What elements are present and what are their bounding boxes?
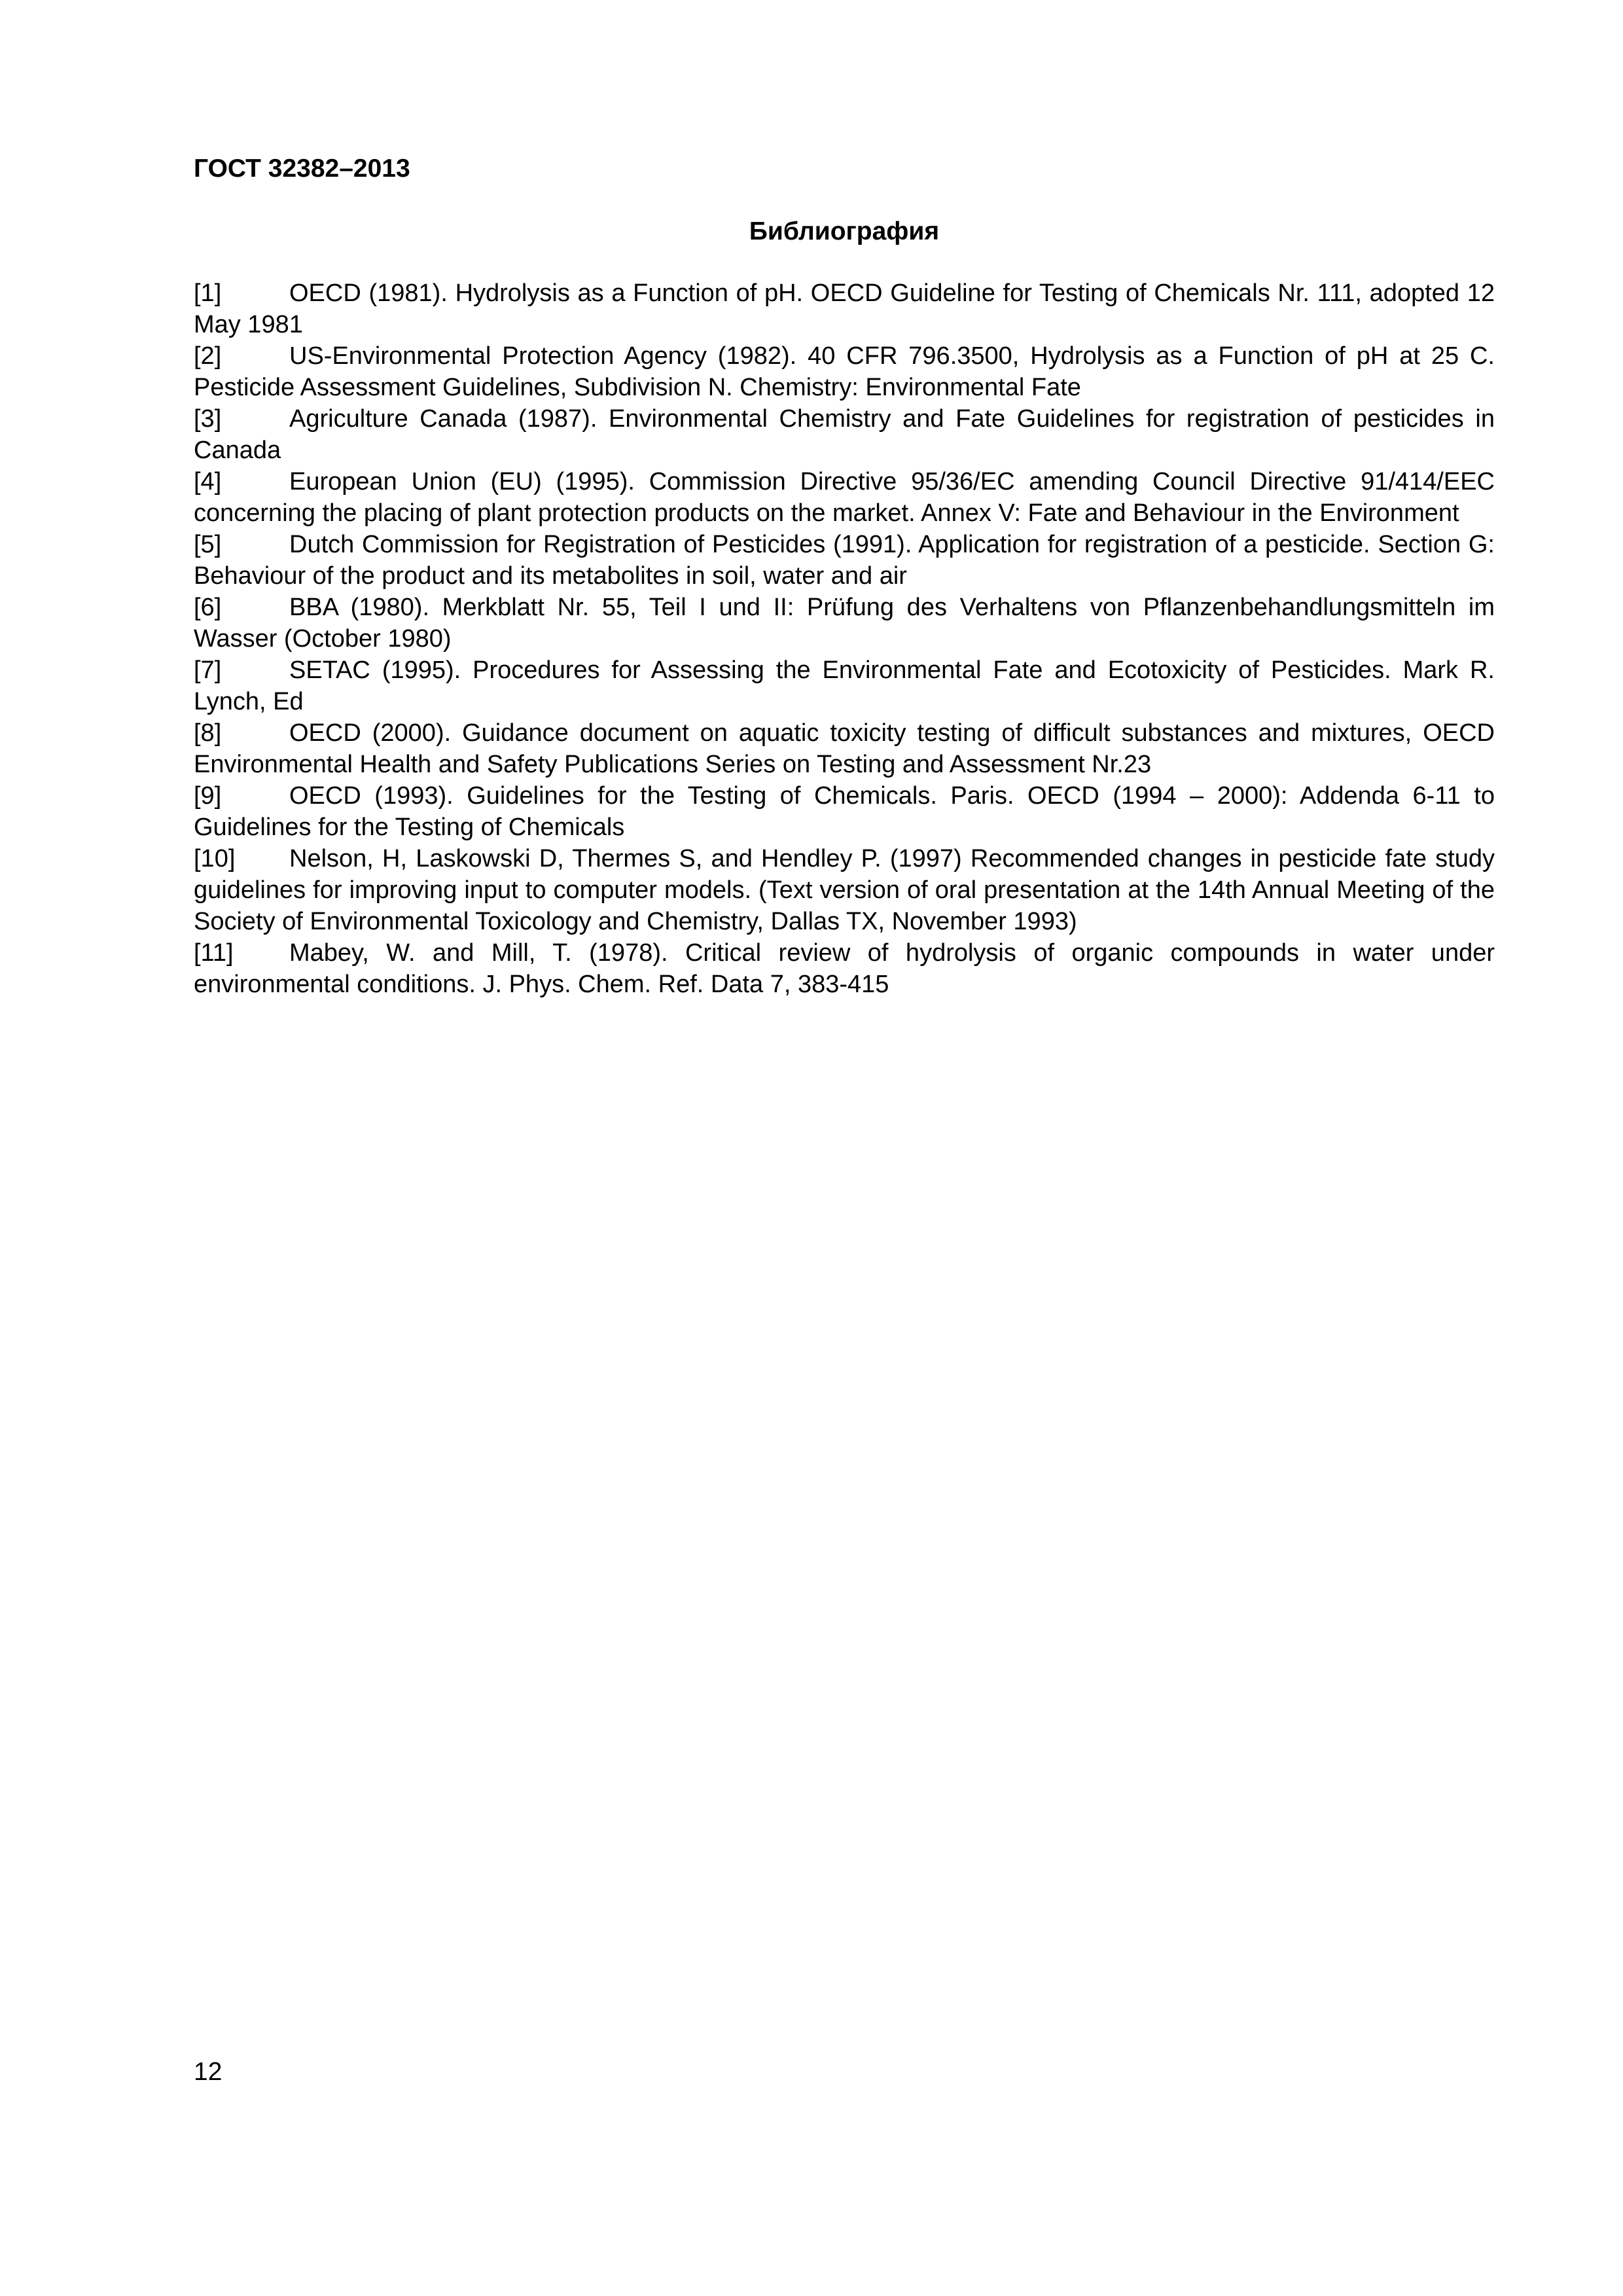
bibliography-item xyxy=(194,655,1495,717)
bibliography-item xyxy=(194,780,1495,843)
bibliography-item-text: US-Environmental Protection Agency (1982). 40 CFR 796.3500, Hydrolysis as a Function of pH at 25 C. Pesticide Assessment Guidelines, Subdivision N. Chemistry: Environmental Fate xyxy=(194,342,1495,401)
bibliography-item-text: BBA (1980). Merkblatt Nr. 55, Teil I und II: Prüfung des Verhaltens von Pflanzenbehandlungsmitteln im Wasser (October 1980) xyxy=(194,594,1495,653)
bibliography-item-number: [3] xyxy=(194,405,222,433)
bibliography-item-text: European Union (EU) (1995). Commission Directive 95/36/EC amending Council Directive 91/414/EEC concerning the placing of plant protection products on the market. Annex V: Fate and Behaviour in the Environment xyxy=(194,468,1495,527)
page-number: 12 xyxy=(194,2058,223,2086)
bibliography-list xyxy=(194,278,1495,1000)
bibliography-item-number: [9] xyxy=(194,782,222,810)
bibliography-item xyxy=(194,466,1495,529)
bibliography-item-text: Nelson, H, Laskowski D, Thermes S, and Hendley P. (1997) Recommended changes in pesticide fate study guidelines for improving input to computer models. (Text version of oral presentation at the 14th Annual Meeting of the Society of Environmental Toxicology and Chemistry, Dallas TX, November 1993) xyxy=(194,845,1495,935)
page-header-standard-id: ГОСТ 32382–2013 xyxy=(194,154,410,183)
bibliography-item-text: Mabey, W. and Mill, T. (1978). Critical review of hydrolysis of organic compounds in water under environmental conditions. J. Phys. Chem. Ref. Data 7, 383-415 xyxy=(194,939,1495,998)
bibliography-item-number: [1] xyxy=(194,279,222,307)
bibliography-item-number: [10] xyxy=(194,845,236,872)
bibliography-item-text: SETAC (1995). Procedures for Assessing the Environmental Fate and Ecotoxicity of Pesticides. Mark R. Lynch, Ed xyxy=(194,656,1495,715)
bibliography-item-text: OECD (1981). Hydrolysis as a Function of pH. OECD Guideline for Testing of Chemicals Nr. 111, adopted 12 May 1981 xyxy=(194,279,1495,338)
bibliography-item-text: OECD (2000). Guidance document on aquatic toxicity testing of difficult substances and mixtures, OECD Environmental Health and Safety Publications Series on Testing and Assessment Nr.23 xyxy=(194,719,1495,778)
bibliography-item-number: [2] xyxy=(194,342,222,370)
bibliography-item-number: [5] xyxy=(194,531,222,558)
bibliography-item xyxy=(194,278,1495,340)
bibliography-item-number: [11] xyxy=(194,939,234,967)
bibliography-item xyxy=(194,592,1495,655)
bibliography-item-number: [7] xyxy=(194,656,222,684)
bibliography-item xyxy=(194,717,1495,780)
bibliography-item xyxy=(194,529,1495,592)
bibliography-item-number: [4] xyxy=(194,468,222,495)
bibliography-item-number: [8] xyxy=(194,719,222,747)
bibliography-item xyxy=(194,403,1495,466)
bibliography-item-number: [6] xyxy=(194,594,222,621)
bibliography-item-text: OECD (1993). Guidelines for the Testing of Chemicals. Paris. OECD (1994 – 2000): Addenda 6-11 to Guidelines for the Testing of Chemicals xyxy=(194,782,1495,841)
bibliography-item-text: Dutch Commission for Registration of Pesticides (1991). Application for registration of a pesticide. Section G: Behaviour of the product and its metabolites in soil, water and air xyxy=(194,531,1495,590)
bibliography-item xyxy=(194,843,1495,937)
bibliography-item xyxy=(194,340,1495,403)
bibliography-item xyxy=(194,937,1495,1000)
bibliography-item-text: Agriculture Canada (1987). Environmental Chemistry and Fate Guidelines for registration of pesticides in Canada xyxy=(194,405,1495,464)
section-title: Библиография xyxy=(749,217,940,245)
